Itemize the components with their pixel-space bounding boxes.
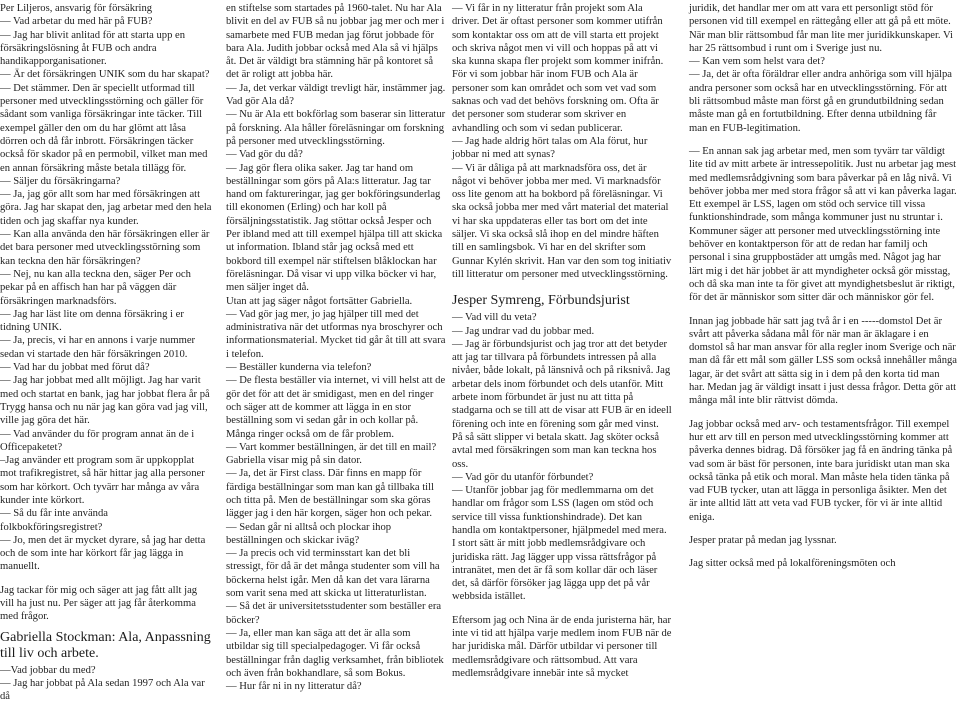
- spacer: [689, 547, 957, 557]
- paragraph: — Ja, precis, vi har en annons i varje nummer sedan vi startade den här försäkringen 2010.: [0, 335, 196, 360]
- paragraph: Jesper pratar på medan jag lyssnar.: [689, 534, 837, 546]
- column-1: [0, 2, 212, 703]
- paragraph: juridik, det handlar mer om att vara ett personligt stöd för personen vid till exempel en rättegång eller att gå på ett möte. När man blir rättsombud får man lite mer juridikkunskaper. Vi har 25 rättsombud i runt om i Sverige just nu.: [689, 3, 953, 54]
- paragraph: — Ja, det är ofta föräldrar eller andra anhöriga som vill hjälpa andra personer som också har en utvecklingsstörning. För att bli rättsombud måste man först gå en grundutbildning sedan måste man gå en fortutbildning. Efter denna utbildning får man en FUB-legitimation.: [689, 69, 952, 134]
- paragraph: — Beställer kunderna via telefon?: [226, 362, 372, 374]
- paragraph: — Så du får inte använda folkbokföringsregistret?: [0, 508, 108, 533]
- paragraph: — Det stämmer. Den är speciellt utformad till personer med utvecklingsstörning och gäller för sådant som vanliga försäkringar inte täcker. Till exempel gäller den om du har glömt att låsa dörren och då får inbrott. Försäkringen täcker också för skador på en permobil, vilket man med en annan försäkring måste betala tillägg för.: [0, 82, 208, 174]
- paragraph: — Jag har jobbat på Ala sedan 1997 och Ala var då: [0, 677, 205, 703]
- paragraph: — Ja, det är First class. Där finns en mapp för färdiga beställningar som man kan gå tillbaka till och titta på. Men de beställningar som ska göras lägger jag i den här korgen, säger hon och pekar.: [226, 468, 434, 520]
- paragraph: — Är det försäkringen UNIK som du har skapat?: [0, 69, 210, 81]
- paragraph: en stiftelse som startades på 1960-talet. Nu har Ala blivit en del av FUB så nu jobbar jag mer och mer i samarbete med FUB medan jag förut jobbade för bara Ala. Judith jobbar också med Ala så vi hjälps åt. Det är väldigt bra stämning här på kontoret så det är roligt att jobba här.: [226, 3, 445, 81]
- paragraph: — Så det är universitetsstudenter som beställer era böcker?: [226, 601, 442, 626]
- spacer: [452, 604, 672, 614]
- spacer: [689, 135, 957, 145]
- paragraph: Jag jobbar också med arv- och testamentsfrågor. Till exempel hur ett arv till en person med utvecklingsstörning kommer att påverka dennes bidrag. Då försöker jag få en ändring tänka på vad som är bäst för personen, inte bara juridiskt utan man ska också tänka på etik och moral. Man måste hela tiden tänka på vad FUB tycker, utan att lägga in personliga åsikter. Men det är inte alltid lätt att veta vad FUB tycker, för vi är inte alltid eniga.: [689, 418, 953, 523]
- section-heading: Gabriella Stockman: Ala, Anpassning till liv och arbete.: [0, 629, 211, 661]
- paragraph: Eftersom jag och Nina är de enda juristerna här, har inte vi tid att hjälpa varje medlem inom FUB när de har juridiska mål. Därför utbildar vi personer till medlemsrådgivare och rättsombud. Att vara medlemsrådgivare innebär inte så mycket: [452, 614, 672, 679]
- paragraph: –Jag använder ett program som är uppkopplat mot trafikregistret, så här hittar jag alla personer som har körkort. Och tyvärr har många av våra kunder inte körkort.: [0, 455, 205, 506]
- spacer: [689, 524, 957, 534]
- paragraph: — Kan vem som helst vara det?: [689, 56, 825, 68]
- paragraph: — Kan alla använda den här försäkringen eller är det bara personer med utvecklingsstörning som kan teckna den här försäkringen?: [0, 229, 210, 267]
- paragraph: — Säljer du försäkringarna?: [0, 175, 121, 187]
- spacer: [689, 305, 957, 315]
- paragraph: — Jag har läst lite om denna försäkring i er tidning UNIK.: [0, 308, 184, 334]
- paragraph: — Vi får in ny litteratur från projekt som Ala driver. Det är oftast personer som kommer utifrån som kontaktar oss om att de vill starta ett projekt och skriva något men vi vill och hoppas på att vi ska kunna skapa fler projekt som kommer inifrån. För vi som jobbar här inom FUB och Ala är personer som kan området och som vet vad som saknas och vad det behövs forskning om. Ofta är det personer som studerar som skriver en avhandling och som vi sedan publicerar.: [452, 3, 664, 134]
- paragraph: — Vart kommer beställningen, är det till en mail? Gabriella visar mig på sin dator.: [226, 441, 437, 467]
- paragraph: — Vad arbetar du med här på FUB?: [0, 16, 153, 28]
- paragraph: — Vad använder du för program annat än de i Officepaketet?: [0, 428, 195, 453]
- column-2: [226, 2, 446, 693]
- paragraph: — Sedan går ni alltså och plockar ihop beställningen och skickar iväg?: [226, 521, 392, 546]
- paragraph: — Vad gör jag mer, jo jag hjälper till med det administrativa när det utformas nya broschyrer och informationsmaterial. Mycket tid går åt till att svara i telefon.: [226, 308, 446, 360]
- paragraph: Per Liljeros, ansvarig för försäkring: [0, 3, 153, 14]
- paragraph: — Jag undrar vad du jobbar med.: [452, 325, 595, 337]
- paragraph: — Hur får ni in ny litteratur då?: [226, 681, 362, 693]
- section-heading: Jesper Symreng, Förbundsjurist: [452, 293, 630, 309]
- paragraph: — Jag hade aldrig hört talas om Ala förut, hur jobbar ni med att synas?: [452, 135, 648, 161]
- paragraph: — Jo, men det är mycket dyrare, så jag har detta och de som inte har körkort får jag lägga in manuellt.: [0, 534, 206, 573]
- paragraph: Utan att jag säger något fortsätter Gabriella.: [226, 295, 413, 307]
- spacer: [689, 408, 957, 418]
- paragraph: Jag sitter också med på lokalföreningsmöten och: [689, 558, 896, 570]
- paragraph: — Jag har blivit anlitad för att starta upp en försäkringslösning åt FUB och andra handikapporganisationer.: [0, 29, 186, 68]
- paragraph: — Ja, det verkar väldigt trevligt här, instämmer jag. Vad gör Ala då?: [226, 82, 446, 108]
- paragraph: — Jag gör flera olika saker. Jag tar hand om beställningar som görs på Ala:s litteratur. Jag tar hand om faktureringar, jag ger bokföringsunderlag till ekonomen (Erling) och har koll på försäljningsstatistik. Jag stöttar också Jesper och Per ibland med att till exempel hjälpa till att skicka ut information. Ibland står jag också med ett bokbord till exempel när stiftelsen blåklockan har föreläsningar. Då visar vi upp vilka böcker vi har, men säljer inget då.: [226, 162, 443, 294]
- paragraph: — Jag har jobbat med allt möjligt. Jag har varit med och startat en bank, jag har jobbat flera år på Trygg hansa och nu när jag kan göra vad jag vill, ville jag göra det här.: [0, 375, 210, 427]
- column-4: [689, 2, 957, 661]
- paragraph: — Vad gör du utanför förbundet?: [452, 471, 594, 483]
- paragraph: — Nu är Ala ett bokförlag som baserar sin litteratur på forskning. Ala håller föreläsningar om forskning på personer med utvecklingsstörning.: [226, 109, 446, 147]
- paragraph: Innan jag jobbade här satt jag två år i en -----domstol Det är svårt att påverka sådana mål för när man är äklagare i en domstol så har man ansvar för alla regler inom Sverige och när man då får ett mål som gäller LSS som också innehåller många lagar, är det svårt att sätta sig in i dem på den korta tid man har. Medan jag är väldigt insatt i just dessa frågor. Detta gör att många mål inte blir rättvist dömda.: [689, 315, 958, 407]
- spacer: [0, 574, 212, 584]
- paragraph: — Nej, nu kan alla teckna den, säger Per och pekar på en affisch han har på väggen där försäkringen marknadsförs.: [0, 268, 191, 307]
- paragraph: — Vad har du jobbat med förut då?: [0, 362, 150, 374]
- paragraph: — En annan sak jag arbetar med, men som tyvärr tar väldigt lite tid av mitt arbete är intressepolitik. Just nu arbetar jag mest med medlemsrådgivning som bara påverkar på en låg nivå. Vi behöver jobba mer med stora frågor så att vi kan påverka lagar. Ett exempel är LSS, lagen om stöd och service till vissa funktionshindrade, som många kommuner just nu struntar i. Kommuner säger att personer med utvecklingsstörning inte behöver en kontaktperson för att de redan har familj och personal i sina gruppbostäder att umgås med. Något jag har lärt mig i det här jobbet är att myndigheter också gör misstag, och då ska man inte ta för givet att myndighetsbeslut är riktigt, för det är människor som sitter där och människor gör fel.: [689, 145, 957, 304]
- paragraph: — Vad gör du då?: [226, 149, 303, 161]
- paragraph: — Utanför jobbar jag för medlemmarna om det handlar om frågor som LSS (lagen om stöd och service till vissa funktionshindrade). Det kan handla om kontaktpersoner, hjälpmedel med mera. I stort sätt är mitt jobb medlemsrådgivare och juridiska rätt. Jag lägger upp vissa rättsfrågor på intranätet, men det är få som kollar där och läser det, så därför försöker jag lägga upp det på vår webbsida istället.: [452, 485, 667, 603]
- paragraph: — Jag är förbundsjurist och jag tror att det betyder att jag tar tillvara på förbundets intressen på alla nivåer, både lokalt, på länsnivå och på riksnivå. Jag arbetar dels inom förbundet och dels utanför. Mitt arbete inom förbundet är just nu att titta på stadgarna och se till att de visar att FUB är en ideell förening och inte en förening som går med vinst. På så sätt slipper vi betala skatt. Jag sköter också avtal med försäkringen som man kan teckna hos oss.: [452, 338, 672, 470]
- paragraph: — Ja, eller man kan säga att det är alla som utbildar sig till specialpedagoger. Vi får också beställningar från daglig verksamhet, från bibliotek och även från bokhandlare, så som Bokus.: [226, 627, 444, 679]
- paragraph: — Vad vill du veta?: [452, 312, 537, 324]
- paragraph: — Vi är dåliga på att marknadsföra oss, det är något vi behöver jobba mer med. Vi marknadsför oss lite genom att ha bokbord på föreläsningar. Vi ska också jobba mer med vårt material det material vi har ska uppdateras eller tas bort om det inte säljer. Vi ska också slå ihop en del mindre häften till en samlingsbok. Vi har en del skrifter som Gunnar Kylén skrivit. Han var den som tog initiativ till litteratur om personer med utvecklingsstörning.: [452, 162, 672, 280]
- paragraph: — Ja precis och vid terminsstart kan det bli stressigt, för då är det många studenter som vill ha böckerna helst igår. Men då kan det vara lärarna som varit sena med att skicka ut litteraturlistan.: [226, 548, 440, 600]
- paragraph: Jag tackar för mig och säger att jag fått allt jag vill ha just nu. Per säger att jag får återkomma med frågor.: [0, 584, 198, 623]
- paragraph: — Ja, jag gör allt som har med försäkringen att göra. Jag har skapat den, jag arbetar med den hela tiden och jag skaffar nya kunder.: [0, 189, 212, 227]
- paragraph: —Vad jobbar du med?: [0, 664, 96, 676]
- column-3: [452, 2, 672, 679]
- paragraph: — De flesta beställer via internet, vi vill helst att de gör det för att det är smidigast, men en del ringer och säger att de kommer att lägga in en stor beställning som vi sedan går in och kollar på. Många ringer också om de får problem.: [226, 375, 446, 440]
